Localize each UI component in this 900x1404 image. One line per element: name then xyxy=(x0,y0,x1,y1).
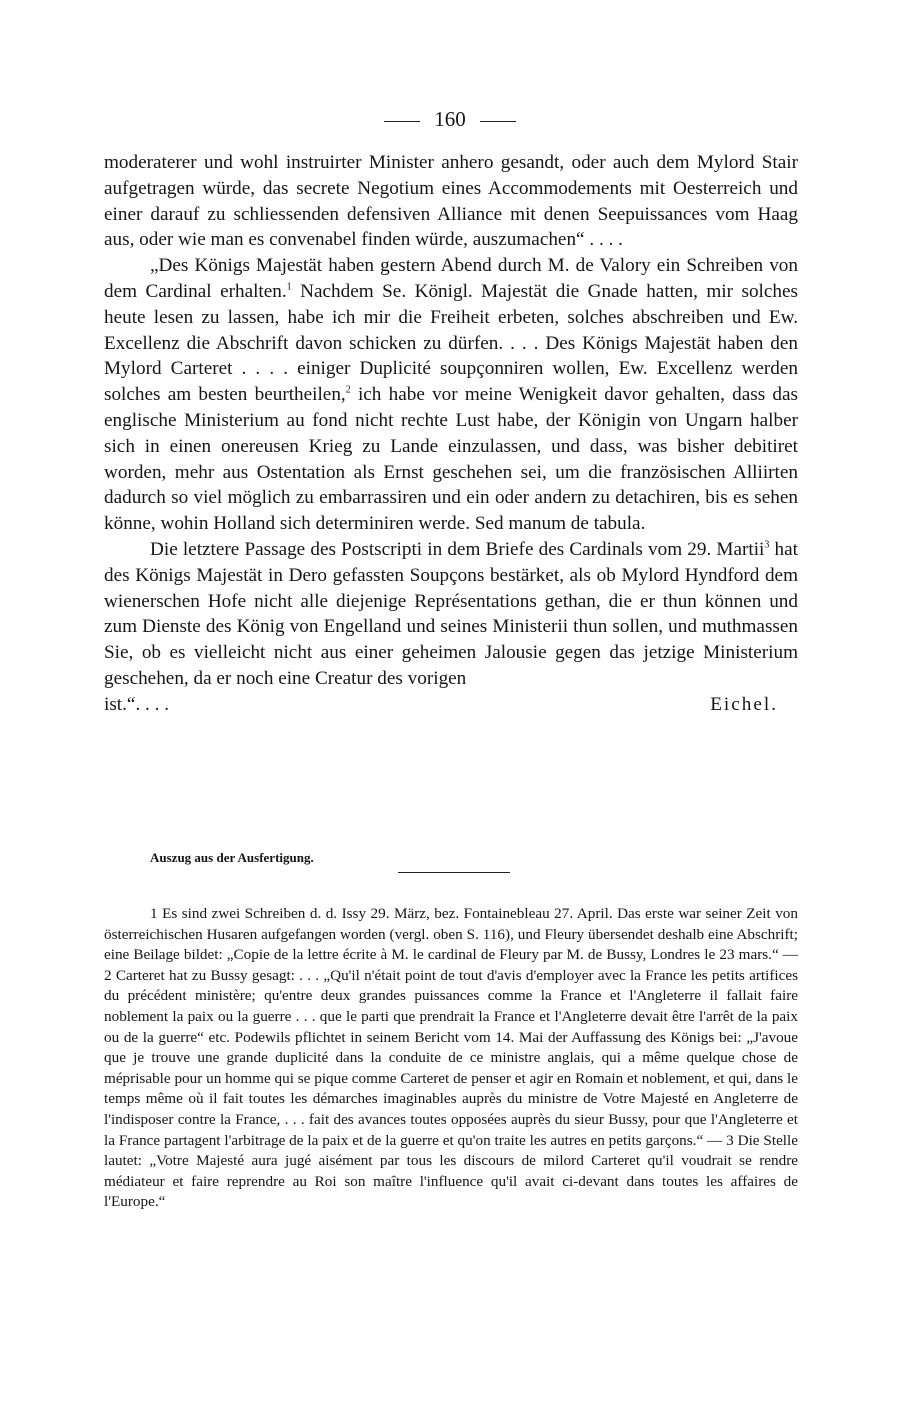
paragraph-2-part-a: „Des Königs Majestät haben gestern Abend durch M. de Valory ein Schreiben von dem Cardinal erhalten. xyxy=(104,255,798,302)
footnote-separator xyxy=(398,872,510,873)
paragraph-2-part-c: ich habe vor meine Wenigkeit davor gehalten, dass das englische Ministerium au fond nicht rechte Lust habe, der Königin von Ungarn halber sich in einen onereusen Krieg zu Lande einzulassen, und dass, was bisher debitiret worden, mehr aus Ostentation als Ernst geschehen sei, um die französischen Alliirten dadurch so viel möglich zu embarrassiren und ein oder andern zu detachiren, bis es sehen könne, wohin Holland sich determiniren werde. Sed manum de tabula. xyxy=(104,384,798,535)
source-note: Auszug aus der Ausfertigung. xyxy=(150,850,314,865)
paragraph-2-part-b: Nachdem Se. Königl. Majestät die Gnade hatten, mir solches heute lesen zu lassen, habe ich mir die Freiheit erbeten, solches abschreiben und Ew. Excellenz die Abschrift davon schicken zu dürfen. . . . Des Königs Majestät haben den Mylord Carteret . . . . einiger Duplicité soupçonniren wollen, Ew. Excellenz werden solches am besten beurtheilen, xyxy=(104,280,798,406)
header-dash-right xyxy=(480,121,516,122)
main-text xyxy=(104,150,798,718)
footnote-ref-1: 1 xyxy=(286,281,292,293)
closing-line xyxy=(104,692,798,718)
paragraph-3 xyxy=(104,537,798,692)
footnote-ref-2: 2 xyxy=(345,384,351,396)
page-header xyxy=(0,104,900,134)
paragraph-2 xyxy=(104,253,798,537)
page-number: 160 xyxy=(434,107,466,131)
footnote-text: 1 Es sind zwei Schreiben d. d. Issy 29. März, bez. Fontainebleau 27. April. Das erste war seiner Zeit von österreichischen Husaren aufgefangen worden (vergl. oben S. 116), und Fleury übersendet deshalb eine Abschrift; eine Beilage bildet: „Copie de la lettre écrite à M. le cardinal de Fleury par M. de Bussy, Londres le 23 mars.“ — 2 Carteret hat zu Bussy gesagt: . . . „Qu'il n'était point de tout d'avis d'employer avec la France les petits artifices du précédent ministère; qu'entre deux grandes puissances comme la France et l'Angleterre il fallait faire noblement la paix ou la guerre . . . que le parti que prendrait la France et l'Angleterre devait être l'arrêt de la paix ou de la guerre“ etc. Podewils pflichtet in seinem Bericht vom 14. Mai der Auffassung des Königs bei: „J'avoue que je trouve une grande duplicité dans la conduite de ce ministre anglais, qui a même quelque chose de méprisable pour un homme qui se pique comme Carteret de penser et agir en Romain et noblement, et qui, dans le temps même où il fait toutes les démarches imaginables auprès du ministre de Votre Majesté en Angleterre de l'indisposer contre la France, . . . fait des avances toutes opposées auprès du sieur Bussy, pour que l'Angleterre et la France partagent l'arbitrage de la paix et de la guerre et qu'on traite les autres en petits garçons.“ — 3 Die Stelle lautet: „Votre Majesté aura jugé aisément par tous les discours de milord Carteret qu'il voudrait se rendre médiateur et faire reprendre au Roi son maître l'influence qu'il avait ci-devant dans toutes les affaires de l'Europe.“ xyxy=(104,905,798,1211)
paragraph-1: moderaterer und wohl instruirter Minister anhero gesandt, oder auch dem Mylord Stair aufgetragen würde, das secrete Negotium eines Accommodements mit Oesterreich und einer darauf zu schliessenden defensiven Alliance mit denen Seepuissances vom Haag aus, oder wie man es convenabel finden würde, auszumachen“ . . . . xyxy=(104,152,798,251)
closing-text: ist.“. . . . xyxy=(104,693,170,715)
footnotes xyxy=(104,904,798,1213)
paragraph-3-part-b: hat des Königs Majestät in Dero gefassten Soupçons bestärket, als ob Mylord Hyndford dem wienerschen Hofe nicht alle diejenige Représentations gethan, die er thun können und zum Dienste des König von Engelland und seines Ministerii thun sollen, und muthmassen Sie, ob es vielleicht nicht aus einer geheimen Jalousie gegen das jetzige Ministerium geschehen, da er noch eine Creatur des vorigen xyxy=(104,538,798,689)
footnote-ref-3: 3 xyxy=(764,539,770,551)
signature: Eichel. xyxy=(710,693,778,715)
header-dash-left xyxy=(384,121,420,122)
paragraph-3-part-a: Die letztere Passage des Postscripti in dem Briefe des Cardinals vom 29. Martii xyxy=(150,538,765,560)
